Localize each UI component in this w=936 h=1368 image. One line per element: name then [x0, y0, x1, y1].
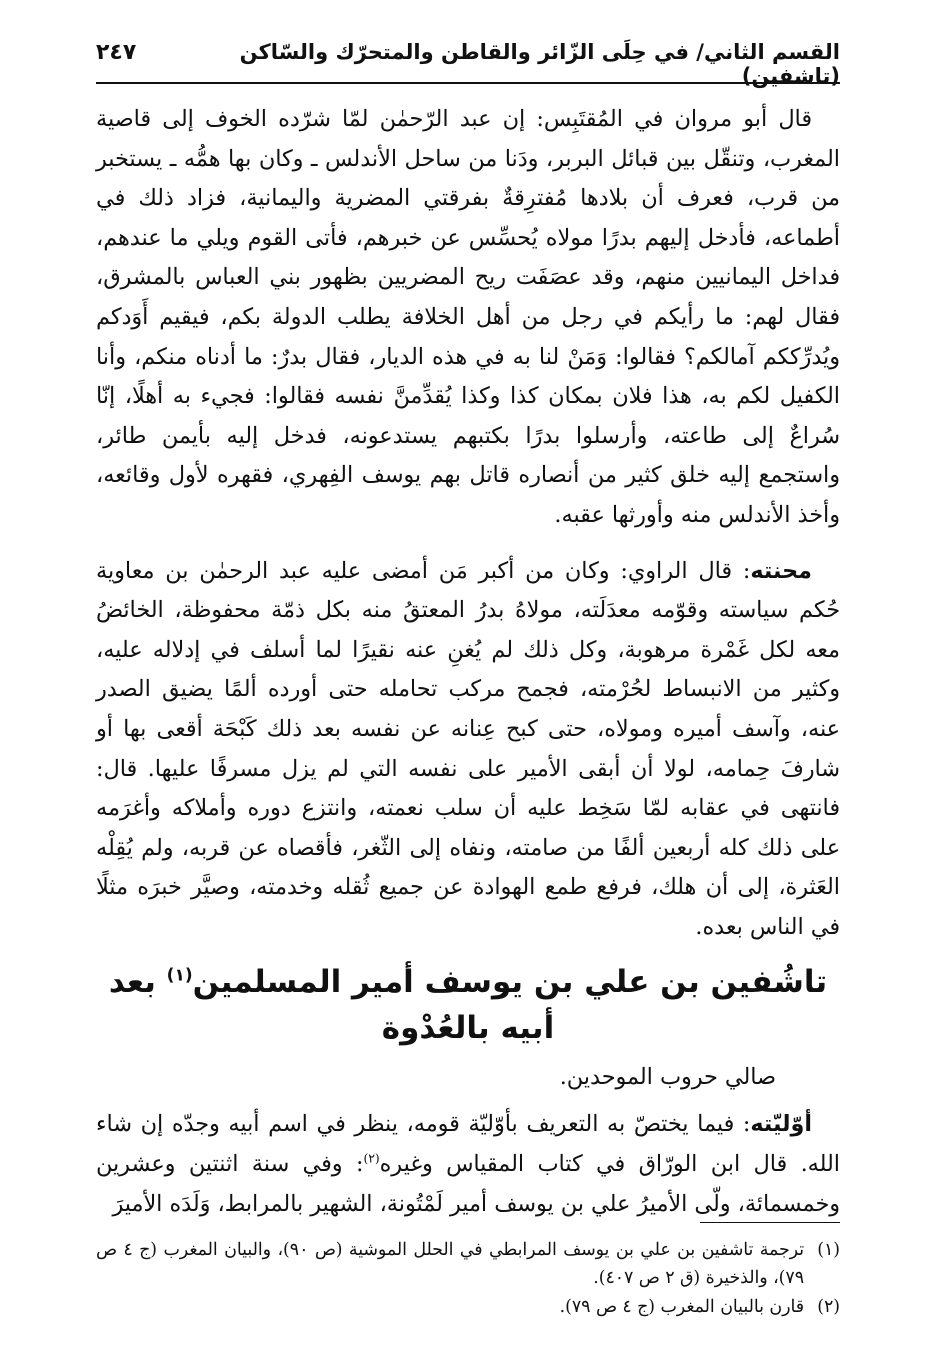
footnote-rule	[700, 1222, 840, 1223]
paragraph-3	[96, 1105, 840, 1224]
running-header	[96, 40, 840, 88]
footnotes	[96, 1236, 840, 1322]
paragraph-2	[96, 552, 840, 948]
paragraph-3-lead: أوّليّته	[750, 1111, 812, 1138]
footnote-1-text: ترجمة تاشفين بن علي بن يوسف المرابطي في الحلل الموشية (ص ٩٠)، والبيان المغرب (ج ٤ ص ٧٩)، والذخيرة (ق ٢ ص ٤٠٧).	[96, 1240, 805, 1288]
paragraph-2-text: : قال الراوي: وكان من أكبر مَن أمضى عليه عبد الرحمٰن بن معاوية حُكم سياسته وقوّمه معدَلَته، مولاهُ بدرُ المعتقُ منه بكل ذمّة محفوظة، الخائضُ معه لكل غَمْرة مرهوبة، وكل ذلك لم يُغنِ عنه نقيرًا لما أسلف في إدلاله عليه، وكثير من الانبساط لحُرْمته، فجمح مركب تحامله حتى أورده ألمًا يضيق الصدر عنه، وآسف أميره ومولاه، حتى كبح عِنانه عن نفسه بعد ذلك كَبْحَة أقعى بها أو شارفَ حِمامه، لولا أن أبقى الأمير على نفسه التي لم يزل مسرفًا عليها. قال: فانتهى في عقابه لمّا سَخِط عليه أن سلب نعمته، وانتزع دوره وأملاكه وأغرَمه على ذلك كله أربعين ألفًا من صامته، ونفاه إلى الثّغر، فأقصاه عن قربه، ولم يُقِلْه العَثرة، إلى أن هلك، فرفع طمع الهوادة عن جميع ثُقله وخدمته، وصيَّر خبرَه مثلًا في الناس بعده.	[96, 557, 840, 940]
paragraph-2-lead: محنته	[750, 557, 812, 584]
header-title: القسم الثاني/ في حِلَى الزّائر والقاطن والمتحرّك والسّاكن (تاشفين)	[239, 40, 840, 88]
footnote-1-number: (١)	[817, 1240, 841, 1260]
book-page	[96, 40, 840, 1340]
section-heading-text: تاشُفين بن علي بن يوسف أمير المسلمين	[192, 964, 828, 1001]
footnote-2	[96, 1293, 840, 1321]
footnote-2-text: قارن بالبيان المغرب (ج ٤ ص ٧٩).	[559, 1297, 804, 1317]
paragraph-3-text-a: : فيما يختصّ به التعريف بأوّليّة قومه، ينظر في اسم أبيه وجدّه إن شاء الله. قال ابن الورّاق في كتاب المقياس وغيره	[96, 1111, 840, 1178]
footnote-2-number: (٢)	[817, 1297, 840, 1317]
paragraph-1: قال أبو مروان في المُقتَبِس: إن عبد الرّحمٰن لمّا شرّده الخوف إلى قاصية المغرب، وتنقّل بين قبائل البربر، ودَنا من ساحل الأندلس ـ وكان بها همُّه ـ يستخبر من قرب، فعرف أن بلادها مُفترِقةٌ بفرقتي المضرية واليمانية، فزاد ذلك في أطماعه، فأدخل إليهم بدرًا مولاه يُحسِّس عن خبرهم، فأتى القوم ويلي ما عندهم، فداخل اليمانيين منهم، وقد عصَفَت ريح المضريين بظهور بني العباس بالمشرق، فقال لهم: ما رأيكم في رجل من أهل الخلافة يطلب الدولة بكم، فيقيم أَوَدكم ويُدرِّككم آمالكم؟ فقالوا: وَمَنْ لنا به في هذه الديار، فقال بدرٌ: ما أدناه منكم، وأنا الكفيل لكم به، هذا فلان بمكان كذا وكذا يُقدِّمنَّ نفسه فقالوا: فجيء به أهلًا، إنّا سُراعٌ إلى طاعته، وأرسلوا بدرًا بكتبهم يستدعونه، فدخل إليه بأيمن طائر، واستجمع إليه خلق كثير من أنصاره قاتل بهم يوسف الفِهري، فقهره لأول وقائعه، وأخذ الأندلس منه وأورثها عقبه.	[96, 106, 840, 528]
footnote-ref-2: (٢)	[363, 1151, 380, 1166]
section-subline: صالي حروب الموحدين.	[559, 1064, 776, 1091]
page-number: ٢٤٧	[96, 40, 137, 65]
footnote-ref-1: (١)	[166, 966, 193, 987]
footnote-1	[96, 1236, 840, 1292]
section-heading	[96, 959, 840, 1051]
section-heading-tail: بعد أبيه بالعُدْوة	[108, 964, 555, 1047]
paragraph-3-text-b: : وفي سنة اثنتين وعشرين وخمسمائة، ولّى الأميرُ علي بن يوسف أمير لَمْتُونة، الشهير بالمرابط، وَلَدَه الأميرَ	[96, 1151, 840, 1217]
